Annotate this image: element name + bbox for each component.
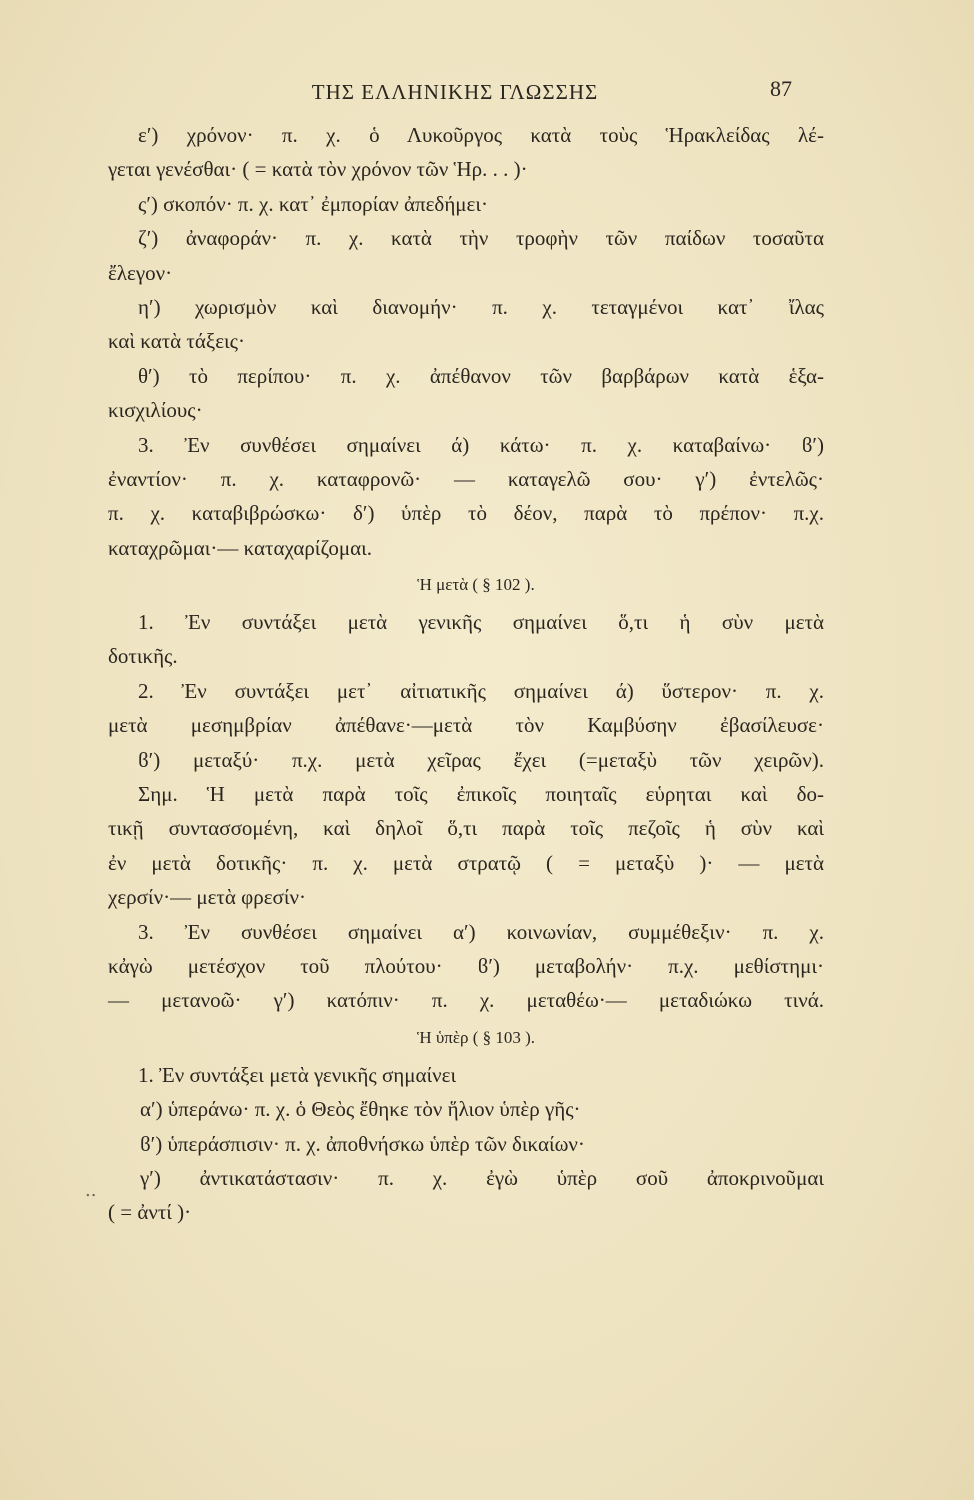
text-line: 1. Ἐν συντάξει μετὰ γενικῆς σημαίνει — [138, 1062, 457, 1087]
text-line: κισχιλίους· — [108, 398, 203, 423]
text-line: ς′) σκοπόν· π. χ. κατ᾽ ἐμπορίαν ἀπεδήμει· — [138, 191, 489, 216]
running-header — [110, 76, 800, 110]
stray-ink-mark: .. — [85, 1180, 97, 1201]
running-title: ΤΗΣ ΕΛΛΗΝΙΚΗΣ ΓΛΩΣΣΗΣ — [311, 80, 599, 104]
text-line: η′) χωρισμὸν καὶ διανομήν· π. χ. τεταγμένοι κατ᾽ ἴλας — [138, 294, 824, 319]
text-line: ε′) χρόνον· π. χ. ὁ Λυκοῦργος κατὰ τοὺς Ἡρακλείδας λέ- — [138, 123, 824, 147]
text-line: ζ′) ἀναφοράν· π. χ. κατὰ τὴν τροφὴν τῶν παίδων τοσαῦτα — [138, 226, 824, 251]
text-line: ϐ′) μεταξύ· π.χ. μετὰ χεῖρας ἔχει (=μεταξὺ τῶν χειρῶν). — [138, 747, 824, 772]
page-number: 87 — [770, 76, 792, 101]
text-line: κἀγὼ μετέσχον τοῦ πλούτου· ϐ′) μεταβολήν· π.χ. μεθίστημι· — [108, 953, 824, 978]
text-line: ϐ′) ὑπεράσπισιν· π. χ. ἀποθνήσκω ὑπὲρ τῶν δικαίων· — [140, 1131, 585, 1156]
section-heading-meta: Ἡ μετὰ ( § 102 ). — [417, 575, 535, 595]
text-line: — μετανοῶ· γ′) κατόπιν· π. χ. μεταθέω·— μεταδιώκω τινά. — [108, 988, 824, 1013]
text-line: μετὰ μεσημβρίαν ἀπέθανε·—μετὰ τὸν Καμβύσην ἐβασίλευσε· — [108, 713, 824, 738]
text-line: καταχρῶμαι·— καταχαρίζομαι. — [108, 535, 373, 560]
text-line: ἐν μετὰ δοτικῆς· π. χ. μετὰ στρατῷ ( = μεταξὺ )· — μετὰ — [108, 850, 824, 875]
text-line: Σημ. Ἡ μετὰ παρὰ τοῖς ἐπικοῖς ποιηταῖς εὑρηται καὶ δο- — [138, 782, 824, 807]
text-line: ( = ἀντί )· — [108, 1200, 192, 1225]
text-line: γεται γενέσθαι· ( = κατὰ τὸν χρόνον τῶν Ἡρ. . . )· — [108, 157, 528, 182]
text-line: τικῇ συντασσομένη, καὶ δηλοῖ ὅ,τι παρὰ τοῖς πεζοῖς ἡ σὺν καὶ — [108, 816, 824, 841]
text-line: γ′) ἀντικατάστασιν· π. χ. ἐγὼ ὑπὲρ σοῦ ἀποκρινοῦμαι — [140, 1165, 824, 1190]
text-line: θ′) τὸ περίπου· π. χ. ἀπέθανον τῶν βαρβάρων κατὰ ἑξα- — [138, 363, 824, 388]
text-line: 2. Ἐν συντάξει μετ᾽ αἰτιατικῆς σημαίνει ά) ὕστερον· π. χ. — [138, 678, 824, 703]
text-line: π. χ. καταβιβρώσκω· δ′) ὑπὲρ τὸ δέον, παρὰ τὸ πρέπον· π.χ. — [108, 501, 824, 526]
text-line: 1. Ἐν συντάξει μετὰ γενικῆς σημαίνει ὅ,τι ἡ σὺν μετὰ — [138, 610, 824, 635]
text-line: ἔλεγον· — [108, 260, 173, 285]
text-line: καὶ κατὰ τάξεις· — [108, 329, 245, 354]
text-line: 3. Ἐν συνθέσει σημαίνει α′) κοινωνίαν, συμμέθεξιν· π. χ. — [138, 919, 824, 944]
text-line: 3. Ἐν συνθέσει σημαίνει ά) κάτω· π. χ. καταβαίνω· ϐ′) — [138, 432, 824, 457]
text-line: χερσίν·— μετὰ φρεσίν· — [108, 885, 306, 910]
text-line: ἐναντίον· π. χ. καταφρονῶ· — καταγελῶ σου· γ′) ἐντελῶς· — [108, 466, 824, 491]
section-heading-hyper: Ἡ ὑπὲρ ( § 103 ). — [416, 1027, 536, 1047]
text-line: δοτικῆς. — [108, 644, 178, 669]
text-line: α′) ὑπεράνω· π. χ. ὁ Θεὸς ἔθηκε τὸν ἥλιον ὑπὲρ γῆς· — [140, 1097, 581, 1122]
body-text — [108, 118, 824, 1230]
